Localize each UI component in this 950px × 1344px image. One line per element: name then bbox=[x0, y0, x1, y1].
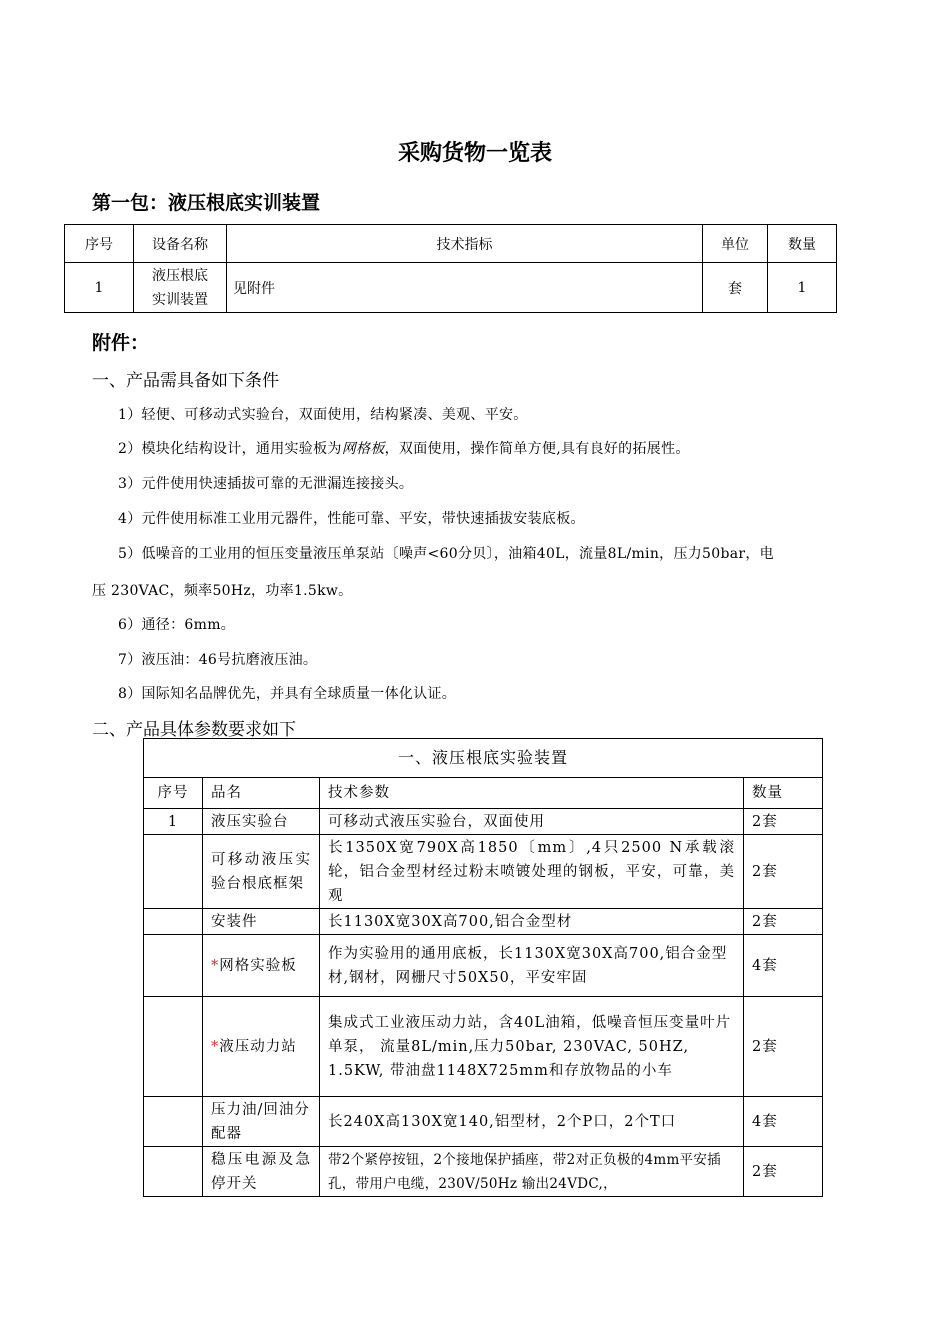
cell-name: *液压动力站 bbox=[203, 997, 320, 1097]
header-qty: 数量 bbox=[744, 778, 823, 809]
attachment-title: 附件： bbox=[92, 332, 150, 354]
condition-4: 4）元件使用标准工业用元器件，性能可靠、平安，带快速插拔安装底板。 bbox=[118, 511, 585, 527]
cell-no bbox=[144, 1097, 203, 1147]
cell-qty: 2套 bbox=[744, 809, 823, 835]
cell-spec: 作为实验用的通用底板，长1130X宽30X高700,铝合金型材,钢材，网栅尺寸50X50，平安牢固 bbox=[320, 935, 744, 997]
cell-no bbox=[144, 1147, 203, 1197]
section1-title: 一、产品需具备如下条件 bbox=[92, 371, 279, 391]
page-title: 采购货物一览表 bbox=[397, 141, 552, 166]
cell-name: *网格实验板 bbox=[203, 935, 320, 997]
header-name: 品名 bbox=[203, 778, 320, 809]
condition-5-cont: 压 230VAC，频率50Hz，功率1.5kw。 bbox=[92, 583, 353, 599]
cell-qty: 1 bbox=[768, 263, 837, 313]
package-title: 第一包：液压根底实训装置 bbox=[92, 192, 321, 214]
table-header-row bbox=[65, 225, 837, 263]
required-star: * bbox=[211, 957, 220, 974]
cell-name: 可移动液压实验台根底框架 bbox=[203, 835, 320, 909]
condition-2: 2）模块化结构设计，通用实验板为网格板，双面使用，操作简单方便,具有良好的拓展性。 bbox=[118, 441, 690, 457]
cell-spec: 长1130X宽30X高700,铝合金型材 bbox=[320, 909, 744, 935]
table-row bbox=[144, 997, 823, 1097]
parameters-table bbox=[143, 738, 823, 1197]
header-spec: 技术参数 bbox=[320, 778, 744, 809]
cell-qty: 4套 bbox=[744, 935, 823, 997]
condition-1: 1）轻便、可移动式实验台，双面使用，结构紧凑、美观、平安。 bbox=[118, 407, 528, 423]
cell-name-line1: 液压根底 bbox=[152, 267, 208, 284]
cell-name-line2: 实训装置 bbox=[152, 291, 208, 308]
cell-spec: 带2个紧停按钮，2个接地保护插座，带2对正负极的4mm平安插孔，带用户电缆，230V/50Hz 输出24VDC,， bbox=[320, 1147, 744, 1197]
header-no: 序号 bbox=[65, 225, 134, 263]
condition-5: 5）低噪音的工业用的恒压变量液压单泵站〔噪声<60分贝〕，油箱40L，流量8L/min，压力50bar，电 bbox=[118, 546, 774, 562]
cell-name: 液压实验台 bbox=[203, 809, 320, 835]
cell-no: 1 bbox=[144, 809, 203, 835]
cell-qty: 2套 bbox=[744, 997, 823, 1097]
table-header-row bbox=[144, 778, 823, 809]
equipment-table bbox=[64, 224, 837, 313]
cell-spec: 见附件 bbox=[227, 263, 703, 313]
condition-3: 3）元件使用快速插拔可靠的无泄漏连接接头。 bbox=[118, 476, 414, 492]
cell-unit: 套 bbox=[703, 263, 768, 313]
cell-spec: 长1350X宽790X高1850〔mm〕,4只2500 N承载滚轮，铝合金型材经过粉末喷镀处理的钢板，平安，可靠，美观 bbox=[320, 835, 744, 909]
cell-no bbox=[144, 935, 203, 997]
grid-board-term: 网格板 bbox=[341, 441, 385, 457]
section2-title: 二、产品具体参数要求如下 bbox=[92, 720, 296, 740]
table-row bbox=[65, 263, 837, 313]
cell-qty: 2套 bbox=[744, 835, 823, 909]
table-row bbox=[144, 1097, 823, 1147]
cell-name: 稳压电源及急停开关 bbox=[203, 1147, 320, 1197]
header-qty: 数量 bbox=[768, 225, 837, 263]
table-row bbox=[144, 935, 823, 997]
cell-qty: 2套 bbox=[744, 909, 823, 935]
caption-row bbox=[144, 739, 823, 778]
cell-qty: 4套 bbox=[744, 1097, 823, 1147]
required-star: * bbox=[211, 1038, 220, 1055]
header-no: 序号 bbox=[144, 778, 203, 809]
cell-spec: 长240X高130X宽140,铝型材，2个P口，2个T口 bbox=[320, 1097, 744, 1147]
condition-6: 6）通径：6mm。 bbox=[118, 617, 236, 633]
cell-name: 安装件 bbox=[203, 909, 320, 935]
table-row bbox=[144, 909, 823, 935]
table-row bbox=[144, 809, 823, 835]
header-unit: 单位 bbox=[703, 225, 768, 263]
table-caption: 一、液压根底实验装置 bbox=[144, 739, 823, 778]
table-row bbox=[144, 1147, 823, 1197]
cell-no bbox=[144, 909, 203, 935]
cell-name bbox=[134, 263, 227, 313]
cell-name: 压力油/回油分配器 bbox=[203, 1097, 320, 1147]
condition-7: 7）液压油：46号抗磨液压油。 bbox=[118, 652, 318, 668]
condition-8: 8）国际知名品牌优先，并具有全球质量一体化认证。 bbox=[118, 686, 457, 702]
cell-no: 1 bbox=[65, 263, 134, 313]
cell-no bbox=[144, 835, 203, 909]
cell-spec: 集成式工业液压动力站，含40L油箱，低噪音恒压变量叶片单泵， 流量8L/min,压力50bar, 230VAC, 50HZ, 1.5KW, 带油盘1148X725mm和存放物品的小车 bbox=[320, 997, 744, 1097]
header-name: 设备名称 bbox=[134, 225, 227, 263]
table-row bbox=[144, 835, 823, 909]
cell-spec: 可移动式液压实验台，双面使用 bbox=[320, 809, 744, 835]
cell-qty: 2套 bbox=[744, 1147, 823, 1197]
cell-no bbox=[144, 997, 203, 1097]
header-spec: 技术指标 bbox=[227, 225, 703, 263]
